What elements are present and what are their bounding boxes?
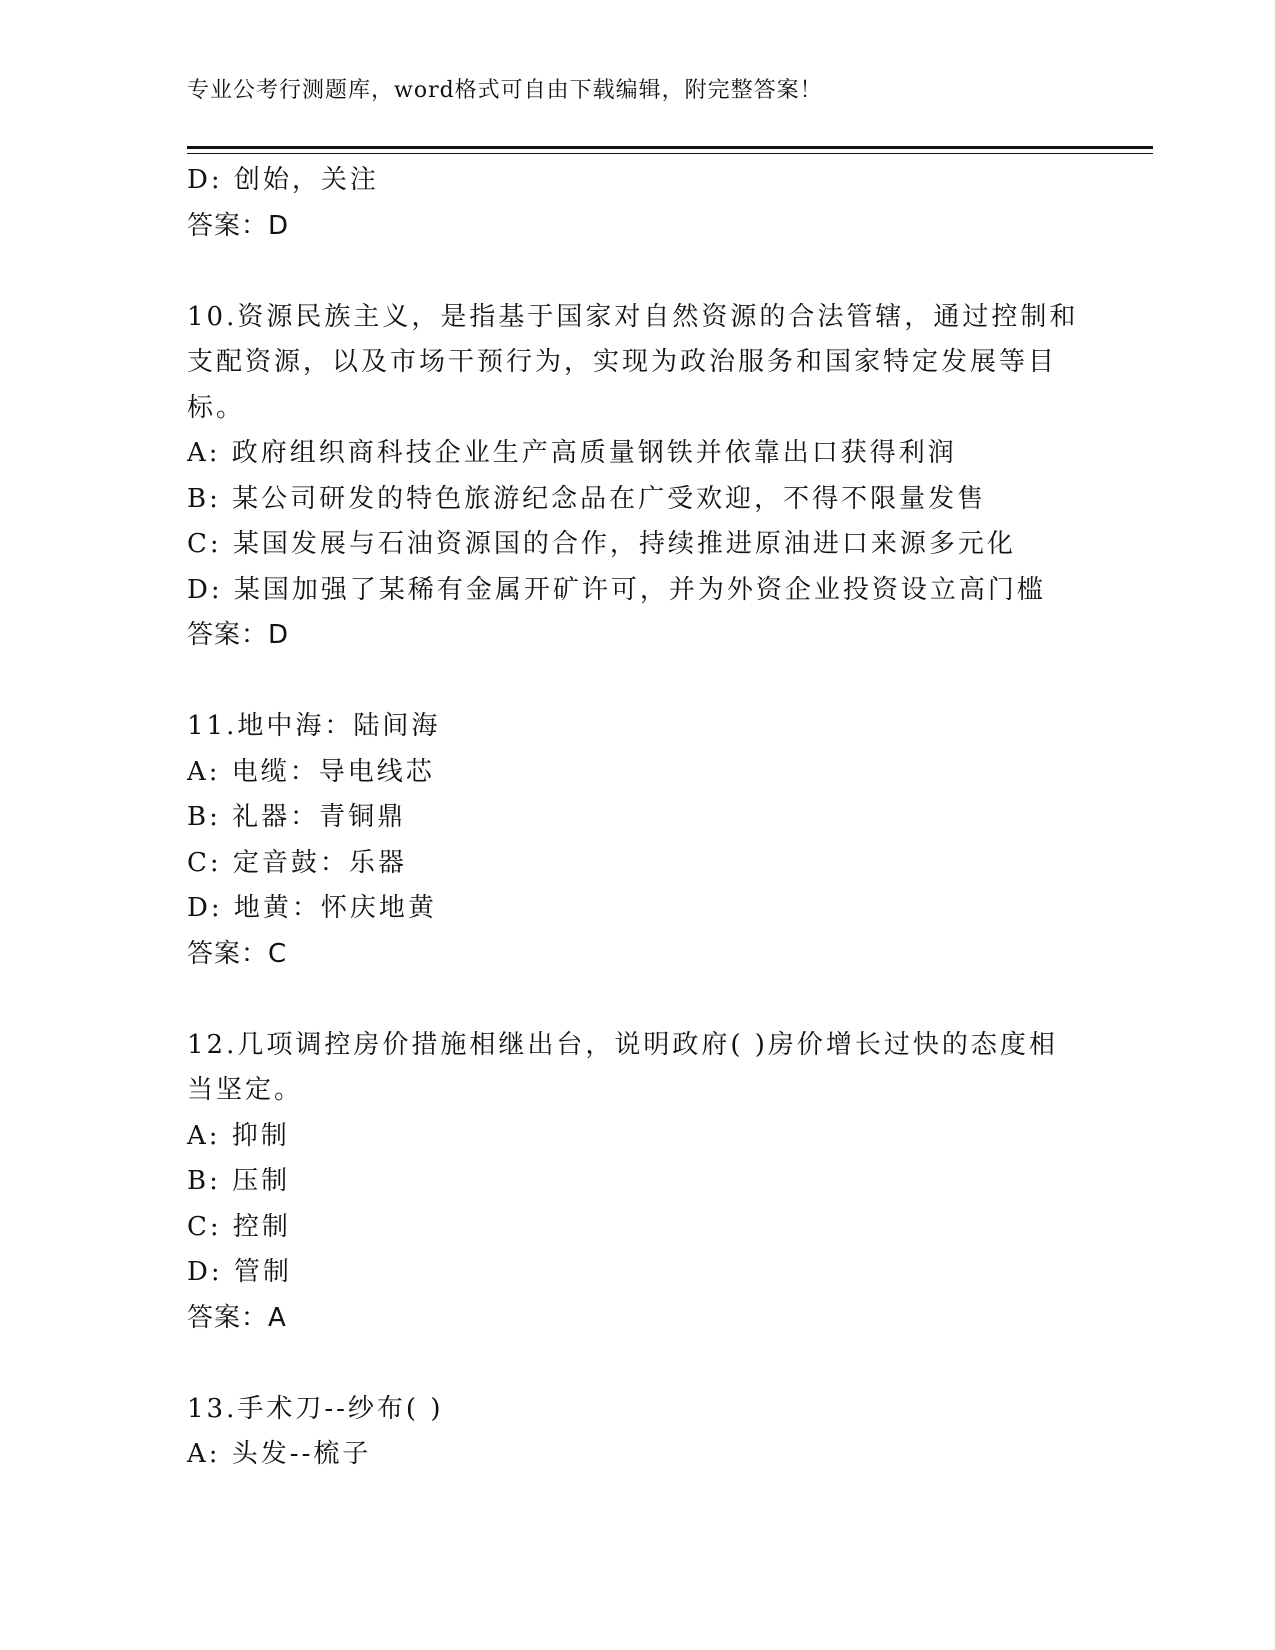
question-stem: 当坚定。: [187, 1075, 304, 1105]
option-b: B: 压制: [187, 1166, 291, 1196]
option-a: A: 头发--梳子: [187, 1439, 372, 1469]
option-b: B: 礼器：青铜鼎: [187, 802, 407, 832]
answer-line: 答案：D: [187, 210, 290, 241]
answer-line: 答案：A: [187, 1302, 287, 1333]
question-11: [187, 704, 1087, 977]
option-b: B: 某公司研发的特色旅游纪念品在广受欢迎，不得不限量发售: [187, 483, 987, 514]
header-rule-thin: [187, 153, 1153, 154]
option-c: C: 定音鼓：乐器: [187, 847, 407, 878]
question-13: [187, 1387, 1087, 1478]
option-a: A: 电缆：导电线芯: [187, 756, 435, 787]
spacer: [187, 977, 1087, 1023]
option-d: D: 某国加强了某稀有金属开矿许可，并为外资企业投资设立高门槛: [187, 574, 1046, 605]
option-d: D: 管制: [187, 1257, 292, 1287]
option-d: D: 地黄：怀庆地黄: [187, 893, 437, 923]
question-stem: 12.几项调控房价措施相继出台，说明政府( )房价增长过快的态度相: [187, 1029, 1058, 1060]
spacer: [187, 1341, 1087, 1387]
previous-question-tail: [187, 158, 1087, 249]
spacer: [187, 659, 1087, 705]
document-body: [187, 158, 1087, 1478]
spacer: [187, 249, 1087, 295]
header-rule-thick: [187, 146, 1153, 149]
question-stem: 标。: [187, 392, 246, 423]
question-stem: 10.资源民族主义，是指基于国家对自然资源的合法管辖，通过控制和: [187, 301, 1079, 332]
page-header: 专业公考行测题库，word格式可自由下载编辑，附完整答案！: [187, 78, 823, 103]
answer-line: 答案：D: [187, 620, 290, 650]
question-stem: 11.地中海：陆间海: [187, 711, 441, 741]
question-10: [187, 295, 1087, 659]
option-c: C: 某国发展与石油资源国的合作，持续推进原油进口来源多元化: [187, 529, 1016, 559]
answer-line: 答案：C: [187, 938, 288, 969]
option-a: A: 抑制: [187, 1120, 290, 1151]
question-stem: 支配资源，以及市场干预行为，实现为政治服务和国家特定发展等目: [187, 347, 1058, 377]
option-d: D: 创始，关注: [187, 165, 379, 195]
option-c: C: 控制: [187, 1211, 291, 1242]
question-12: [187, 1023, 1087, 1342]
option-a: A: 政府组织商科技企业生产高质量钢铁并依靠出口获得利润: [187, 438, 957, 468]
question-stem: 13.手术刀--纱布( ): [187, 1393, 444, 1424]
